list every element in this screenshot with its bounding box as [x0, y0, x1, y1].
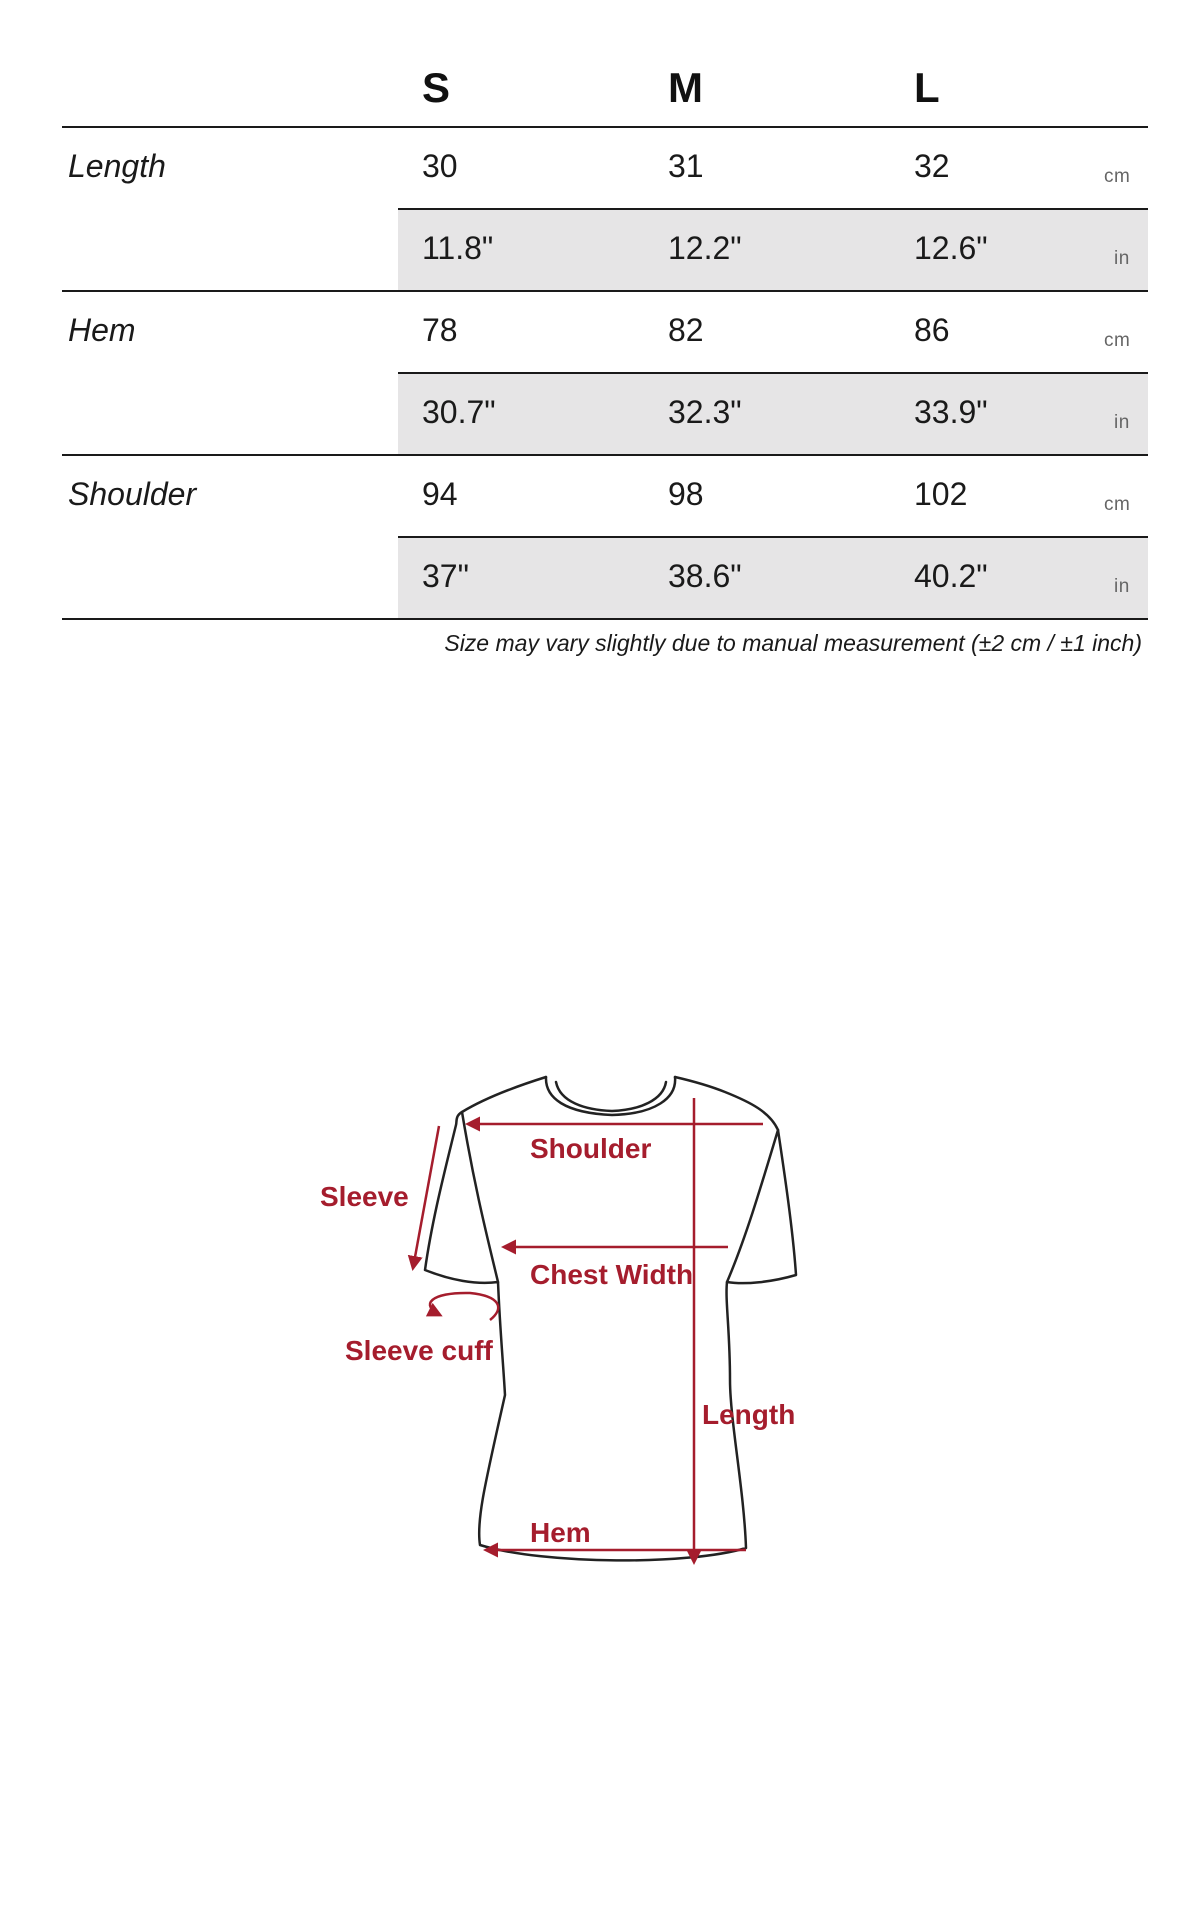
size-header-l: L	[914, 64, 940, 111]
cell-length-s-in: 11.8"	[422, 230, 494, 266]
cell-hem-s-cm: 78	[422, 312, 458, 348]
unit-in: in	[1114, 576, 1130, 597]
cell-shoulder-m-in: 38.6"	[668, 558, 742, 594]
tshirt-measurement-diagram	[0, 1000, 1200, 1620]
row-divider	[398, 208, 1148, 210]
row-divider	[398, 536, 1148, 538]
inch-row-shade	[398, 538, 1148, 618]
measurement-note: Size may vary slightly due to manual measurement (±2 cm / ±1 inch)	[444, 630, 1142, 656]
unit-in: in	[1114, 412, 1130, 433]
unit-in: in	[1114, 248, 1130, 269]
row-label-length: Length	[68, 148, 166, 184]
cell-shoulder-s-in: 37"	[422, 558, 469, 594]
cell-length-s-cm: 30	[422, 148, 458, 184]
group-divider	[62, 454, 1148, 456]
cell-shoulder-l-in: 40.2"	[914, 558, 988, 594]
cell-hem-m-cm: 82	[668, 312, 704, 348]
table-bottom-border	[62, 618, 1148, 620]
sleeve-arrow	[413, 1126, 439, 1268]
header-divider	[62, 126, 1148, 128]
label-shoulder: Shoulder	[530, 1133, 652, 1164]
size-header-s: S	[422, 64, 451, 111]
label-chest-width: Chest Width	[530, 1259, 694, 1290]
sleeve-cuff-arrow	[430, 1293, 498, 1320]
unit-cm: cm	[1104, 166, 1131, 187]
inch-row-shade	[398, 374, 1148, 454]
label-sleeve: Sleeve	[320, 1181, 409, 1212]
group-divider	[62, 290, 1148, 292]
label-sleeve-cuff: Sleeve cuff	[345, 1335, 493, 1366]
row-label-hem: Hem	[68, 312, 136, 348]
measurement-arrows	[413, 1098, 763, 1562]
label-hem: Hem	[530, 1517, 591, 1548]
cell-shoulder-l-cm: 102	[914, 476, 968, 512]
cell-hem-l-cm: 86	[914, 312, 950, 348]
cell-length-m-cm: 31	[668, 148, 704, 184]
cell-hem-s-in: 30.7"	[422, 394, 496, 430]
cell-hem-m-in: 32.3"	[668, 394, 742, 430]
cell-hem-l-in: 33.9"	[914, 394, 988, 430]
cell-shoulder-m-cm: 98	[668, 476, 704, 512]
unit-cm: cm	[1104, 494, 1131, 515]
cell-length-l-cm: 32	[914, 148, 950, 184]
label-length: Length	[702, 1399, 796, 1430]
row-label-shoulder: Shoulder	[68, 476, 197, 512]
inch-row-shade	[398, 210, 1148, 290]
cell-shoulder-s-cm: 94	[422, 476, 458, 512]
row-divider	[398, 372, 1148, 374]
unit-cm: cm	[1104, 330, 1131, 351]
size-header-m: M	[668, 64, 703, 111]
cell-length-m-in: 12.2"	[668, 230, 742, 266]
cell-length-l-in: 12.6"	[914, 230, 988, 266]
